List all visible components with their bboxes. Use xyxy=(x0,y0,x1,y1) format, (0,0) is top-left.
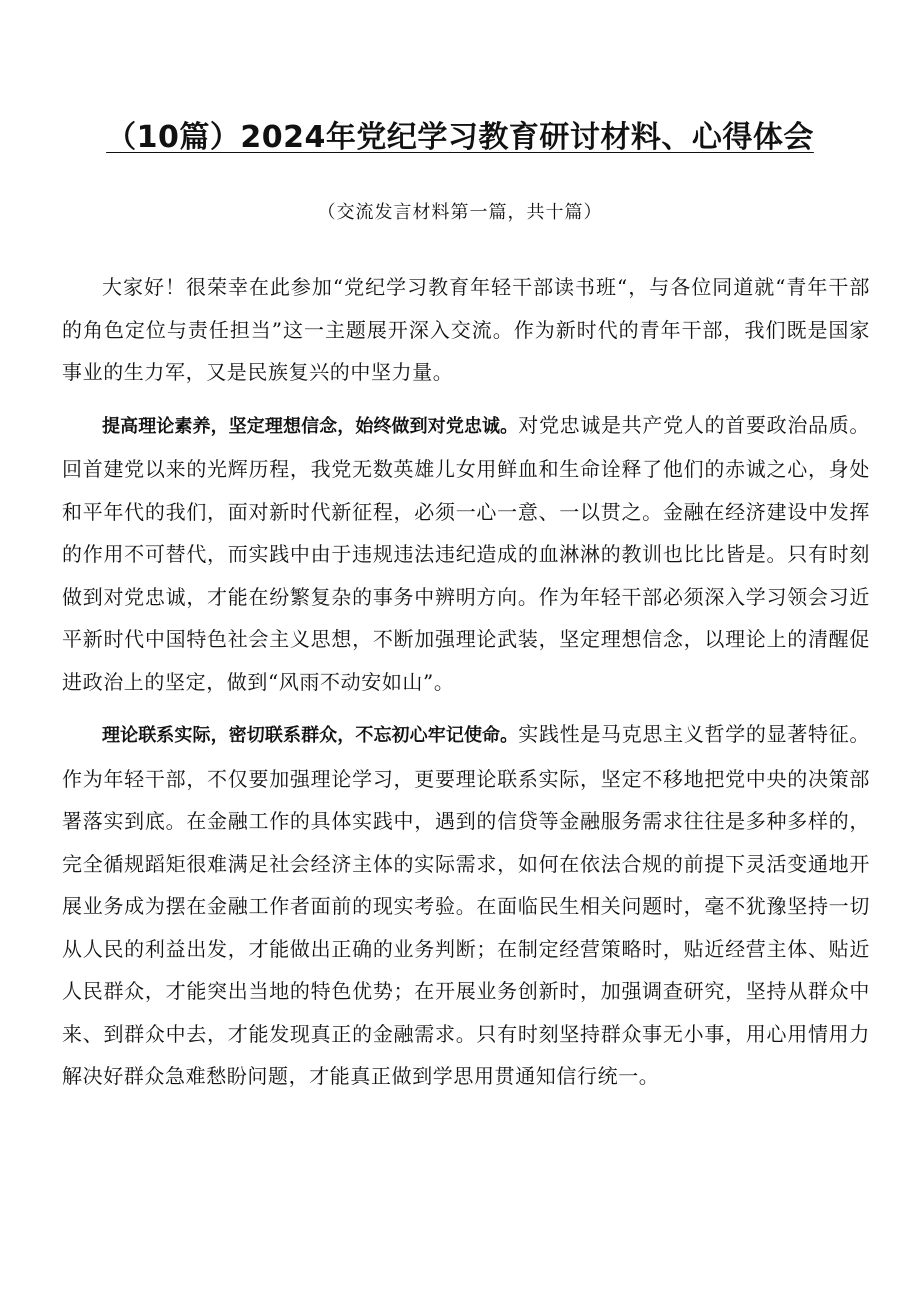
paragraph-intro xyxy=(62,266,870,394)
paragraph-text: 大家好！很荣幸在此参加“党纪学习教育年轻干部读书班“，与各位同道就“青年干部的角色定位与责任担当”这一主题展开深入交流。作为新时代的青年干部，我们既是国家事业的生力军，又是民族复兴的中坚力量。 xyxy=(62,275,870,384)
paragraph-text: 对党忠诚是共产党人的首要政治品质。回首建党以来的光辉历程，我党无数英雄儿女用鲜血和生命诠释了他们的赤诚之心，身处和平年代的我们，面对新时代新征程，必须一心一意、一以贯之。金融在经济建设中发挥的作用不可替代，而实践中由于违规违法违纪造成的血淋淋的教训也比比皆是。只有时刻做到对党忠诚，才能在纷繁复杂的事务中辨明方向。作为年轻干部必须深入学习领会习近平新时代中国特色社会主义思想，不断加强理论武装，坚定理想信念，以理论上的清醒促进政治上的坚定，做到“风雨不动安如山”。 xyxy=(62,412,871,694)
document-body xyxy=(62,266,870,1098)
document-title xyxy=(60,116,860,160)
paragraph-lead-heading: 提高理论素养，坚定理想信念，始终做到对党忠诚。 xyxy=(102,415,519,437)
document-title-text: （10篇）2024年党纪学习教育研讨材料、心得体会 xyxy=(106,120,814,155)
paragraph-loyalty xyxy=(62,404,870,704)
paragraph-lead-heading: 理论联系实际，密切联系群众，不忘初心牢记使命。 xyxy=(102,725,519,746)
paragraph-practice xyxy=(62,713,870,1098)
paragraph-text: 实践性是马克思主义哲学的显著特征。作为年轻干部，不仅要加强理论学习，更要理论联系实际，坚定不移地把党中央的决策部署落实到底。在金融工作的具体实践中，遇到的信贷等金融服务需求往往是多种多样的，完全循规蹈矩很难满足社会经济主体的实际需求，如何在依法合规的前提下灵活变通地开展业务成为摆在金融工作者面前的现实考验。在面临民生相关问题时，毫不犹豫坚持一切从人民的利益出发，才能做出正确的业务判断；在制定经营策略时，贴近经营主体、贴近人民群众，才能突出当地的特色优势；在开展业务创新时，加强调查研究，坚持从群众中来、到群众中去，才能发现真正的金融需求。只有时刻坚持群众事无小事，用心用情用力解决好群众急难愁盼问题，才能真正做到学思用贯通知信行统一。 xyxy=(62,722,871,1088)
document-subtitle: （交流发言材料第一篇，共十篇） xyxy=(317,202,603,223)
